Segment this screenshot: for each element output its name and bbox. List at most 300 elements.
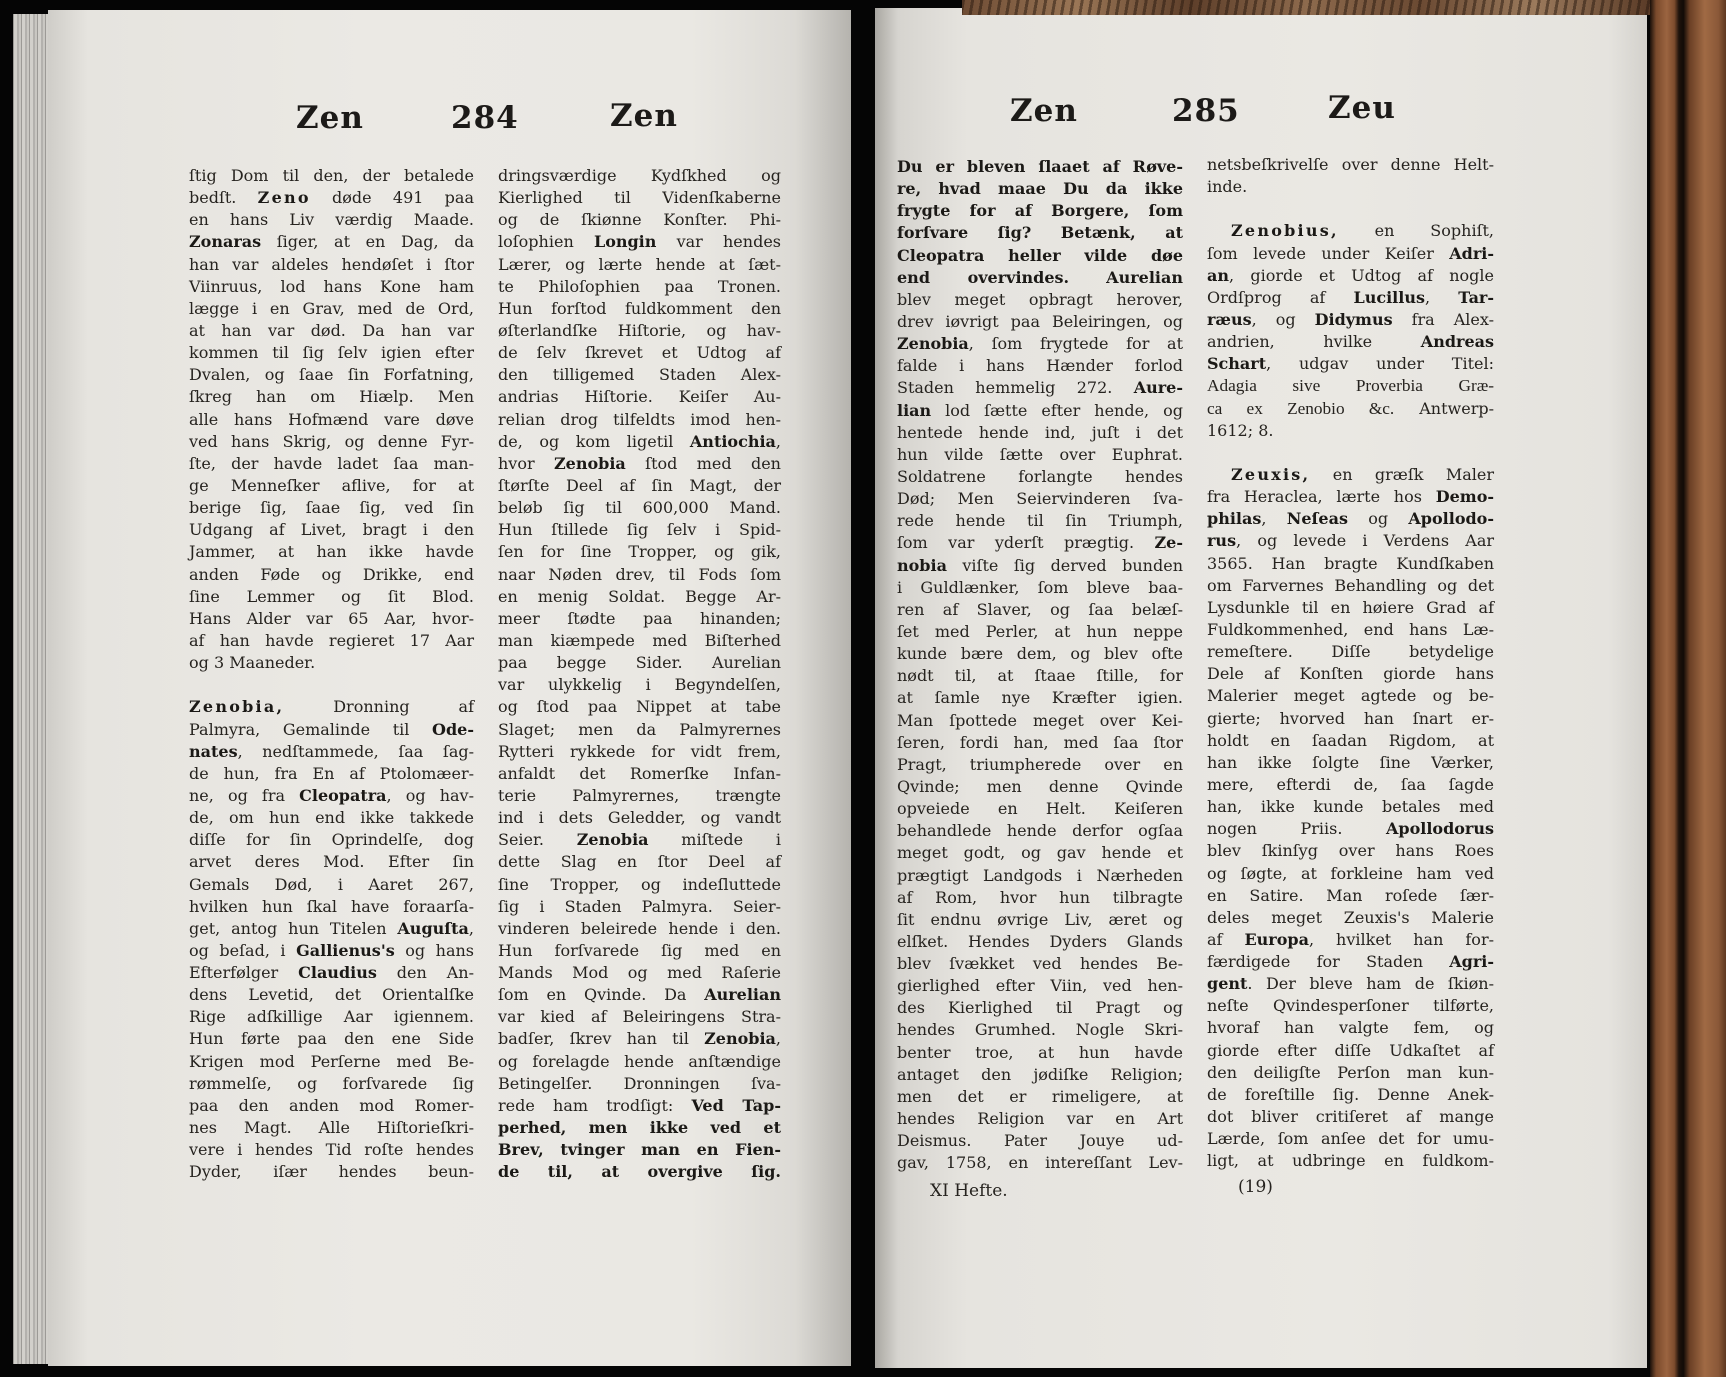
text-line: Qvinde; men denne Qvinde bbox=[897, 776, 1183, 796]
text-line bbox=[897, 178, 1183, 200]
text-line: berige ſig, ſaae ſig, ved ſin bbox=[189, 498, 474, 518]
text-column-left-1 bbox=[189, 165, 474, 1183]
text-line: nødt til, at ſtaae ſtille, for bbox=[897, 666, 1183, 686]
roman-text: ca ex Zenobio &c. bbox=[1207, 398, 1395, 418]
text-line: var kied af Beleiringens Stra- bbox=[498, 1007, 781, 1027]
text-line bbox=[498, 1161, 781, 1183]
text-run: fra Alex- bbox=[1392, 309, 1494, 329]
text-line bbox=[1207, 929, 1494, 951]
text-line: 3565. Han bragte Kundſkaben bbox=[1207, 553, 1494, 573]
text-line: elſket. Hendes Dyders Glands bbox=[897, 931, 1183, 951]
text-run: miſtede i bbox=[648, 830, 781, 850]
text-run: badſer, ſkrev han til bbox=[498, 1029, 705, 1049]
bold-text: Europa bbox=[1244, 929, 1309, 949]
bold-text: Antiochia bbox=[689, 431, 776, 451]
bold-text: Cleopatra heller vilde døe bbox=[897, 245, 1183, 265]
text-line bbox=[498, 1095, 781, 1117]
text-line bbox=[897, 555, 1183, 577]
text-line: at han var død. Da han var bbox=[189, 320, 474, 340]
text-line: af Rom, hvor hun tilbragte bbox=[897, 887, 1183, 907]
text-line: mere, efterdi de, ſaa ſagde bbox=[1207, 774, 1494, 794]
text-run: . Der bleve ham de ſkiøn- bbox=[1247, 974, 1494, 994]
text-line bbox=[498, 1028, 781, 1050]
text-line: Deismus. Pater Jouye ud- bbox=[897, 1131, 1183, 1151]
text-line bbox=[1207, 530, 1494, 552]
text-line bbox=[189, 741, 474, 763]
text-line: holdt en ſaadan Rigdom, at bbox=[1207, 730, 1494, 750]
text-line: en menig Soldat. Begge Ar- bbox=[498, 586, 781, 606]
sheet-number: (19) bbox=[1238, 1177, 1273, 1197]
text-line: deles meget Zeuxis's Malerie bbox=[1207, 907, 1494, 927]
bold-text: perhed, men ikke ved et bbox=[498, 1118, 781, 1138]
roman-text: Adagia sive Proverbia Græ- bbox=[1207, 376, 1494, 396]
text-line bbox=[1207, 220, 1494, 242]
bold-text: end overvindes. bbox=[897, 267, 1070, 287]
text-line: Soldatrene forlangte hendes bbox=[897, 466, 1183, 486]
text-line bbox=[897, 400, 1183, 422]
bold-text: Tar- bbox=[1458, 287, 1494, 307]
text-line bbox=[498, 984, 781, 1006]
text-run: lod ſætte efter hende, og bbox=[931, 400, 1183, 420]
bold-text: de til, at overgive ſig. bbox=[498, 1162, 781, 1182]
text-line: Lysdunkle til en høiere Grad af bbox=[1207, 597, 1494, 617]
text-line: Kierlighed til Videnſkaberne bbox=[498, 188, 781, 208]
text-line: behandlede hende derfor ogſaa bbox=[897, 821, 1183, 841]
text-line: ſeren, fordi han, med ſaa ſtor bbox=[897, 732, 1183, 752]
text-line: de foreſtille ſig. Denne Anek- bbox=[1207, 1084, 1494, 1104]
text-column-right-2 bbox=[1207, 154, 1494, 1172]
text-line: men det er rimeligere, at bbox=[897, 1086, 1183, 1106]
text-run: og bbox=[1347, 509, 1409, 529]
text-line: Mands Mod og med Raſerie bbox=[498, 963, 781, 983]
text-line: 1612; 8. bbox=[1207, 420, 1274, 440]
text-run: færdigede for Staden bbox=[1207, 952, 1450, 972]
text-line: ſte, der havde ladet ſaa man- bbox=[189, 453, 474, 473]
text-run: , og hav- bbox=[386, 785, 474, 805]
text-line: anfaldt det Romerſke Infan- bbox=[498, 763, 781, 783]
text-line: de ſelv ſkrevet et Udtog af bbox=[498, 343, 781, 363]
text-line: han var aldeles hendøſet i ſtor bbox=[189, 254, 474, 274]
text-line: des Kierlighed til Pragt og bbox=[897, 998, 1183, 1018]
text-line: og ſtod paa Nippet at tabe bbox=[498, 697, 781, 717]
bold-text: Aure- bbox=[1133, 378, 1183, 398]
page-number: 284 bbox=[451, 100, 519, 136]
blank-line bbox=[1207, 198, 1494, 220]
text-line: Dvalen, og ſaae ſin Forfatning, bbox=[189, 365, 474, 385]
text-line: gierlighed efter Viin, ved hen- bbox=[897, 976, 1183, 996]
text-run: en Sophiſt, bbox=[1338, 221, 1494, 241]
text-line: ren af Slaver, og ſaa belæſ- bbox=[897, 599, 1183, 619]
bold-text: Lucillus bbox=[1353, 287, 1425, 307]
text-line: benter troe, at hun havde bbox=[897, 1042, 1183, 1062]
text-line: dringsværdige Kydſkhed og bbox=[498, 166, 781, 185]
text-line: ved hans Skrig, og denne Fyr- bbox=[189, 431, 474, 451]
text-line: Fuldkommenhed, end hans Læ- bbox=[1207, 619, 1494, 639]
text-line: ſine Lemmer og ſit Blod. bbox=[189, 586, 474, 606]
text-line: meer ſtødte paa hinanden; bbox=[498, 608, 781, 628]
text-line: han ikke ſolgte ſine Værker, bbox=[1207, 752, 1494, 772]
bold-text: Auguſta bbox=[397, 918, 469, 938]
text-line: at ſamle nye Kræfter igien. bbox=[897, 688, 1183, 708]
bold-text: ræus bbox=[1207, 309, 1252, 329]
text-line: en hans Liv værdig Maade. bbox=[189, 210, 474, 230]
text-line bbox=[897, 377, 1183, 399]
text-run: , hvilket han for- bbox=[1308, 929, 1494, 949]
bold-text: philas bbox=[1207, 509, 1262, 529]
headword: Zeuxis, bbox=[1231, 464, 1311, 484]
bold-text: Neſeas bbox=[1286, 509, 1348, 529]
text-line bbox=[1207, 309, 1494, 331]
text-line: Pragt, triumpherede over en bbox=[897, 754, 1183, 774]
text-line: Hun ſtillede ſig ſelv i Spid- bbox=[498, 520, 781, 540]
text-line bbox=[1207, 951, 1494, 973]
text-line: Hun forſvarede ſig med en bbox=[498, 940, 781, 960]
text-run: ſtod med den bbox=[625, 453, 781, 473]
bold-text: Longin bbox=[593, 232, 657, 252]
text-line bbox=[1207, 973, 1494, 995]
bold-text: Demo- bbox=[1435, 487, 1494, 507]
text-line: af han havde regieret 17 Aar bbox=[189, 630, 474, 650]
text-run: var hendes bbox=[656, 232, 781, 252]
text-line: ind i dets Geledder, og vandt bbox=[498, 808, 781, 828]
text-line: Dyder, iſær hendes beun- bbox=[189, 1162, 474, 1182]
text-run: Antwerp- bbox=[1394, 398, 1494, 418]
bold-text: Apollodo- bbox=[1408, 509, 1494, 529]
text-line: ſkreg han om Hiælp. Men bbox=[189, 387, 474, 407]
text-line: netsbeſkrivelſe over denne Helt- bbox=[1207, 155, 1494, 174]
text-line: og de ſkiønne Konſter. Phi- bbox=[498, 210, 781, 230]
text-run: af bbox=[1207, 929, 1245, 949]
text-run: , ſom frygtede for at bbox=[968, 334, 1183, 354]
text-column-left-2 bbox=[498, 165, 781, 1183]
text-run: Efterfølger bbox=[189, 963, 299, 983]
text-line: gierte; hvorved han ſnart er- bbox=[1207, 708, 1494, 728]
text-line: Lærer, og lærte hende at ſæt- bbox=[498, 254, 781, 274]
text-line: ſig i Staden Palmyra. Seier- bbox=[498, 896, 781, 916]
blank-line bbox=[189, 674, 474, 696]
text-line bbox=[498, 431, 781, 453]
text-line bbox=[189, 785, 474, 807]
text-line: opveiede en Helt. Keiſeren bbox=[897, 799, 1183, 819]
text-line: giorde efter diſſe Udkaſtet af bbox=[1207, 1040, 1494, 1060]
text-line: øſterlandſke Hiſtorie, og hav- bbox=[498, 320, 781, 340]
text-line: alle hans Hofmænd vare døve bbox=[189, 409, 474, 429]
signature-mark: XI Hefte. bbox=[930, 1181, 1008, 1201]
bold-text: nates bbox=[189, 741, 238, 761]
text-line: te Philoſophien paa Tronen. bbox=[498, 276, 781, 296]
text-line: blev meget opbragt herover, bbox=[897, 289, 1183, 309]
text-line: og ſøgte, at forkleine ham ved bbox=[1207, 863, 1494, 883]
text-line: hendes Religion var en Art bbox=[897, 1109, 1183, 1129]
text-run: Ordſprog af bbox=[1207, 287, 1354, 307]
bold-text: Agri- bbox=[1449, 952, 1494, 972]
text-run: hvor bbox=[498, 453, 554, 473]
bold-text: nobia bbox=[897, 555, 947, 575]
text-column-right-1 bbox=[897, 156, 1183, 1174]
bold-text: Andreas bbox=[1420, 332, 1494, 352]
text-line: antaget den jødiſke Religion; bbox=[897, 1064, 1183, 1084]
bold-text: Ved Tap- bbox=[691, 1095, 782, 1115]
text-line: en Satire. Man roſede ſær- bbox=[1207, 885, 1494, 905]
bold-text: Claudius bbox=[298, 963, 377, 983]
text-run: en græſk Maler bbox=[1310, 464, 1494, 484]
text-line bbox=[897, 267, 1183, 289]
text-line: ligt, at udbringe en fuldkom- bbox=[1207, 1151, 1494, 1171]
text-run: og beſad, i bbox=[189, 940, 297, 960]
text-line bbox=[1207, 375, 1494, 397]
text-run: fra Heraclea, lærte hos bbox=[1207, 487, 1436, 507]
marbled-edge bbox=[962, 0, 1650, 15]
text-run bbox=[1069, 268, 1106, 287]
bold-text: forſvare ſig? Betænk, at bbox=[897, 223, 1183, 243]
text-line: Slaget; men da Palmyrernes bbox=[498, 719, 781, 739]
text-run: nogen Priis. bbox=[1207, 819, 1386, 839]
text-line: Hans Alder var 65 Aar, hvor- bbox=[189, 608, 474, 628]
text-line: dette Slag en ſtor Deel af bbox=[498, 852, 781, 872]
text-line: falde i hans Hænder forlod bbox=[897, 356, 1183, 376]
headword: Zenobia, bbox=[189, 697, 285, 717]
running-head-right: Zen bbox=[610, 98, 678, 134]
text-line: Rige adſkillige Aar igiennem. bbox=[189, 1007, 474, 1027]
text-line bbox=[189, 918, 474, 940]
text-line bbox=[498, 231, 781, 253]
text-line: Udgang af Livet, bragt i den bbox=[189, 520, 474, 540]
running-head-left: Zen bbox=[296, 100, 364, 136]
text-line: andrias Hiſtorie. Keiſer Au- bbox=[498, 387, 781, 407]
text-line bbox=[897, 200, 1183, 222]
text-run: , udgav under Titel: bbox=[1266, 354, 1494, 374]
text-line: relian drog tilfeldts imod hen- bbox=[498, 409, 781, 429]
text-line: i Guldlænker, ſom bleve baa- bbox=[897, 577, 1183, 597]
bold-text: Ze- bbox=[1154, 533, 1183, 553]
bold-text: gent bbox=[1207, 974, 1248, 994]
text-run: rede ham trodſigt: bbox=[498, 1095, 692, 1115]
text-line bbox=[1207, 331, 1494, 353]
text-line: vere i hendes Tid roſte hendes bbox=[189, 1140, 474, 1160]
text-line: den tilligemed Staden Alex- bbox=[498, 365, 781, 385]
text-run: bedſt. bbox=[189, 188, 258, 208]
text-line: ſet med Perler, at hun neppe bbox=[897, 621, 1183, 641]
bold-text: Adri- bbox=[1449, 243, 1494, 263]
text-line: kommen til ſig ſelv igien efter bbox=[189, 343, 474, 363]
text-line: rede hende til ſin Triumph, bbox=[897, 511, 1183, 531]
text-line: ſen for ſine Tropper, og gik, bbox=[498, 542, 781, 562]
text-line: blev ſkinſyg over hans Roes bbox=[1207, 841, 1494, 861]
text-line bbox=[1207, 398, 1494, 420]
text-line bbox=[897, 222, 1183, 244]
text-line: neſte Qvindesperſoner tilførte, bbox=[1207, 996, 1494, 1016]
text-line bbox=[1207, 243, 1494, 265]
text-line bbox=[1207, 353, 1494, 375]
text-line bbox=[189, 696, 474, 718]
text-run: , nedſtammede, ſaa ſag- bbox=[237, 741, 474, 761]
book-cover bbox=[1650, 0, 1726, 1377]
bold-text: frygte for af Borgere, ſom bbox=[897, 201, 1183, 221]
running-head-left: Zen bbox=[1010, 93, 1078, 129]
text-line: beløb ſig til 600,000 Mand. bbox=[498, 498, 781, 518]
text-line bbox=[897, 333, 1183, 355]
bold-text: Gallienus's bbox=[296, 940, 395, 960]
text-line: vinderen beleirede hende i den. bbox=[498, 918, 781, 938]
text-run: , bbox=[1261, 509, 1287, 529]
bold-text: Ode- bbox=[432, 719, 474, 739]
text-line: den deiligſte Perſon man kun- bbox=[1207, 1062, 1494, 1082]
bold-text: rus bbox=[1207, 531, 1237, 551]
text-line bbox=[189, 962, 474, 984]
bold-text: an bbox=[1207, 265, 1229, 285]
text-line bbox=[1207, 287, 1494, 309]
bold-text: Apollodorus bbox=[1385, 819, 1494, 839]
text-run: , og levede i Verdens Aar bbox=[1236, 531, 1494, 551]
text-line bbox=[189, 231, 474, 253]
text-run: , bbox=[775, 1029, 781, 1049]
text-line: ſtørſte Deel af ſin Magt, der bbox=[498, 475, 781, 495]
text-line: blev ſvækket ved hendes Be- bbox=[897, 954, 1183, 974]
text-line: han, ikke kunde betales med bbox=[1207, 797, 1494, 817]
text-run: viſte ſig derved bunden bbox=[946, 555, 1183, 575]
text-run: loſophien bbox=[498, 232, 594, 252]
text-line: Krigen mod Perſerne med Be- bbox=[189, 1051, 474, 1071]
text-run: ſom levede under Keiſer bbox=[1207, 243, 1450, 263]
text-run: Staden hemmelig 272. bbox=[897, 378, 1134, 398]
text-line bbox=[498, 453, 781, 475]
text-line bbox=[897, 245, 1183, 267]
text-run: Dronning af bbox=[284, 697, 474, 717]
text-line: Malerier meget agtede og be- bbox=[1207, 686, 1494, 706]
text-line bbox=[1207, 464, 1494, 486]
text-line: arvet deres Mod. Efter ſin bbox=[189, 852, 474, 872]
text-line bbox=[498, 829, 781, 851]
text-run: den An- bbox=[376, 963, 475, 983]
page-number: 285 bbox=[1172, 93, 1240, 129]
text-line: Hun førte paa den ene Side bbox=[189, 1029, 474, 1049]
bold-text: Zenobia bbox=[897, 334, 969, 354]
text-line: inde. bbox=[1207, 177, 1248, 197]
text-line: Lærde, ſom anſee det for umu- bbox=[1207, 1129, 1494, 1149]
text-line: var ulykkelig i Begyndelſen, bbox=[498, 675, 781, 695]
text-line: gav, 1758, en intereſſant Lev- bbox=[897, 1153, 1183, 1173]
text-line: anden Føde og Drikke, end bbox=[189, 564, 474, 584]
text-line: hun vilde ſætte over Euphrat. bbox=[897, 444, 1183, 464]
text-line: ſtig Dom til den, der betalede bbox=[189, 166, 474, 185]
text-line: de, om hun end ikke takkede bbox=[189, 808, 474, 828]
text-line: paa den anden mod Romer- bbox=[189, 1095, 474, 1115]
text-run: de, og kom ligetil bbox=[498, 431, 690, 451]
text-line: diſſe for ſin Oprindelſe, dog bbox=[189, 830, 474, 850]
headword: Zeno bbox=[257, 188, 311, 208]
text-line bbox=[897, 156, 1183, 178]
text-line bbox=[498, 1139, 781, 1161]
bold-text: Aurelian bbox=[1106, 267, 1183, 287]
bold-text: Zenobia bbox=[704, 1029, 776, 1049]
text-line: og forelagde hende anſtændige bbox=[498, 1051, 781, 1071]
text-line bbox=[1207, 508, 1494, 530]
running-head-right: Zeu bbox=[1328, 90, 1396, 126]
text-line: drev iøvrigt paa Beleiringen, og bbox=[897, 311, 1183, 331]
text-run: ſom var yderſt prægtig. bbox=[897, 533, 1155, 553]
text-line: dens Levetid, det Orientalſke bbox=[189, 985, 474, 1005]
text-line: hentede hende ind, juſt i det bbox=[897, 422, 1183, 442]
text-line: hvilken hun ſkal have foraarſa- bbox=[189, 896, 474, 916]
text-line: meget godt, og gav hende et bbox=[897, 843, 1183, 863]
bold-text: Brev, tvinger man en Fien- bbox=[498, 1140, 781, 1160]
text-line: lægge i en Grav, med de Ord, bbox=[189, 298, 474, 318]
text-line bbox=[1207, 818, 1494, 840]
bold-text: Didymus bbox=[1314, 309, 1393, 329]
text-line: dot bliver critiſeret af mange bbox=[1207, 1107, 1494, 1127]
text-line: hendes Grumhed. Nogle Skri- bbox=[897, 1020, 1183, 1040]
text-line bbox=[189, 940, 474, 962]
text-line: Dele af Konſten giorde hans bbox=[1207, 664, 1494, 684]
text-line: hvoraf han valgte fem, og bbox=[1207, 1018, 1494, 1038]
text-line: naar Nøden drev, til Fods ſom bbox=[498, 564, 781, 584]
text-line bbox=[498, 1117, 781, 1139]
headword: Zenobius, bbox=[1231, 221, 1339, 241]
text-line: Rytteri rykkede for vidt frem, bbox=[498, 741, 781, 761]
text-line: man kiæmpede med Biſterhed bbox=[498, 630, 781, 650]
text-run: , bbox=[468, 918, 474, 938]
bold-text: lian bbox=[897, 400, 932, 420]
text-line bbox=[189, 719, 474, 741]
text-run: Seier. bbox=[498, 830, 577, 850]
text-line: om Farvernes Behandling og det bbox=[1207, 575, 1494, 595]
bold-text: Zenobia bbox=[553, 453, 626, 473]
text-line: Hun forſtod fuldkomment den bbox=[498, 298, 781, 318]
text-run: , bbox=[775, 431, 781, 451]
bold-text: re, hvad maae Du da ikke bbox=[897, 179, 1183, 199]
text-line: ſine Tropper, og indeſluttede bbox=[498, 874, 781, 894]
text-run: get, antog hun Titelen bbox=[189, 918, 398, 938]
bold-text: Aurelian bbox=[704, 985, 781, 1005]
text-line: prægtigt Landgods i Nærheden bbox=[897, 865, 1183, 885]
text-line: terie Palmyrernes, trængte bbox=[498, 785, 781, 805]
bold-text: Zenobia bbox=[576, 830, 649, 850]
text-run: , bbox=[1424, 287, 1459, 307]
text-line: de hun, fra En af Ptolomæer- bbox=[189, 763, 474, 783]
text-run: og hans bbox=[394, 940, 475, 960]
page-edge-stack bbox=[13, 14, 51, 1364]
text-run: døde 491 paa bbox=[310, 188, 474, 208]
text-run: ne, og fra bbox=[189, 785, 300, 805]
text-line: remeſtere. Diſſe betydelige bbox=[1207, 642, 1494, 662]
text-line bbox=[1207, 486, 1494, 508]
text-run: , giorde et Udtog af nogle bbox=[1229, 265, 1494, 285]
text-run: ſiger, at en Dag, da bbox=[261, 232, 474, 252]
text-line: og 3 Maaneder. bbox=[189, 653, 316, 673]
bold-text: Cleopatra bbox=[299, 785, 387, 805]
text-line bbox=[189, 187, 474, 209]
text-line: paa begge Sider. Aurelian bbox=[498, 653, 781, 673]
text-line bbox=[897, 532, 1183, 554]
text-line: Død; Men Seiervinderen ſva- bbox=[897, 489, 1183, 509]
text-run: andrien, hvilke bbox=[1207, 332, 1421, 352]
text-line: Man ſpottede meget over Kei- bbox=[897, 710, 1183, 730]
text-line: Betingelſer. Dronningen ſva- bbox=[498, 1073, 781, 1093]
text-line: kunde bære dem, og blev ofte bbox=[897, 644, 1183, 664]
text-line: rømmelſe, og forſvarede ſig bbox=[189, 1073, 474, 1093]
text-line: Gemals Død, i Aaret 267, bbox=[189, 874, 474, 894]
text-run: , og bbox=[1251, 309, 1315, 329]
blank-line bbox=[1207, 442, 1494, 464]
text-run: Palmyra, Gemalinde til bbox=[189, 719, 433, 739]
bold-text: Schart bbox=[1207, 354, 1267, 374]
text-line bbox=[1207, 265, 1494, 287]
text-line: nes Magt. Alle Hiſtorieſkri- bbox=[189, 1118, 474, 1138]
text-line: ſit endnu øvrige Liv, æret og bbox=[897, 909, 1183, 929]
bold-text: Zonaras bbox=[189, 232, 262, 252]
text-line: Viinruus, lod hans Kone ham bbox=[189, 276, 474, 296]
text-line: Jammer, at han ikke havde bbox=[189, 542, 474, 562]
